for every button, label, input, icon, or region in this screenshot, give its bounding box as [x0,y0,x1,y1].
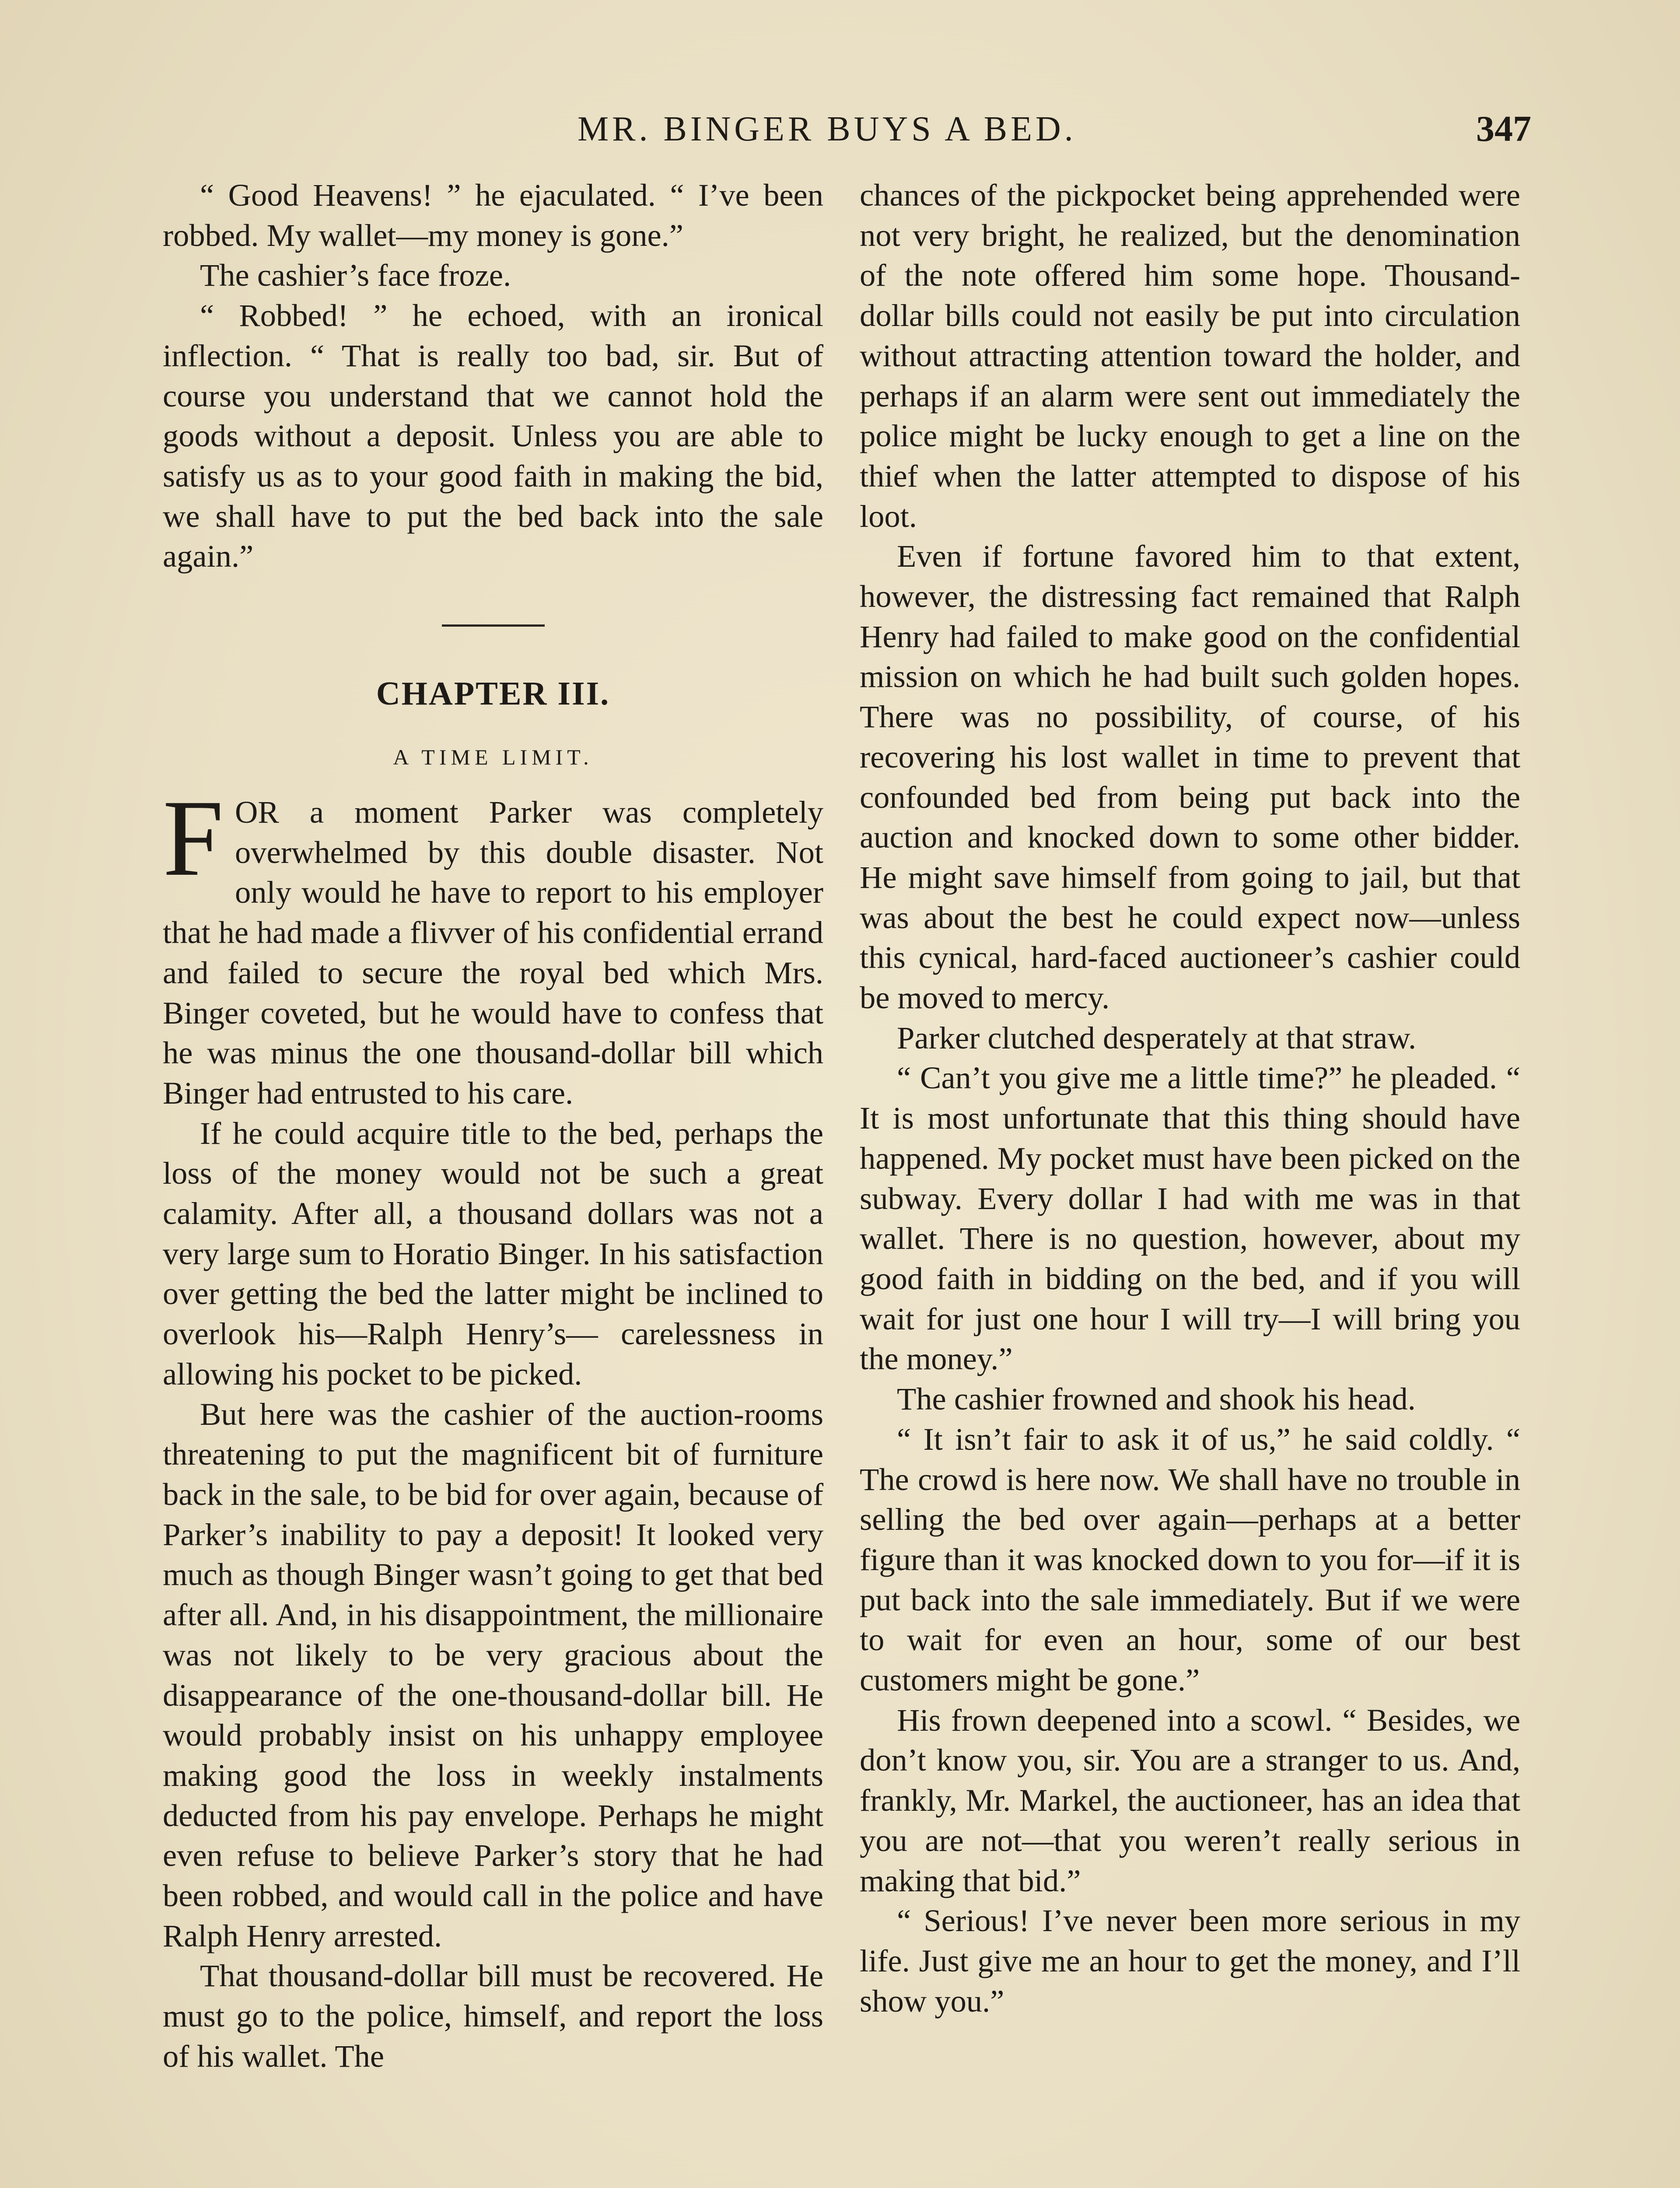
opening-paragraph [163,778,823,1113]
page-number: 347 [1476,109,1531,149]
running-head [158,103,1531,155]
paragraph: If he could acquire title to the bed, perhaps the loss of the money would not be such a great calamity. After all, a thousand dollars was not a very large sum to Horatio Binger. In his satisfaction over getting the bed the latter might be inclined to overlook his—Ralph Henry’s— carelessness in allowing his pocket to be picked. [163,1115,823,1392]
paragraph: “ Good Heavens! ” he ejaculated. “ I’ve been robbed. My wallet—my money is gone.” [163,177,823,253]
paragraph: His frown deepened into a scowl. “ Besides, we don’t know you, sir. You are a stranger to us. And, frankly, Mr. Markel, the auctioneer, has an idea that you are not—that you weren’t really serious in making that bid.” [860,1702,1520,1898]
paragraph: Parker clutched desperately at that straw. [897,1020,1417,1055]
section-divider [442,624,545,627]
paragraph: “ Serious! I’ve never been more serious in my life. Just give me an hour to get the money, and I’ll show you.” [860,1903,1520,2019]
drop-cap: F [163,778,224,899]
chapter-subtitle: A TIME LIMIT. [393,745,593,770]
opening-paragraph-text: OR a moment Parker was completely overwhelmed by this double disaster. Not only would he have to report to his employer that he had made a flivver of his confidential errand and failed to secure the royal bed which Mrs. Binger coveted, but he would have to confess that he was minus the one thousand-dollar bill which Binger had entrusted to his care. [163,794,823,1111]
paragraph: The cashier’s face froze. [200,257,511,293]
running-title: MR. BINGER BUYS A BED. [578,110,1077,148]
right-column [860,175,1520,2021]
left-column [163,175,823,2076]
paragraph: “ Can’t you give me a little time?” he pleaded. “ It is most unfortunate that this thing should have happened. My pocket must have been picked on the subway. Every dollar I had with me was in that wallet. There is no question, however, about my good faith in bidding on the bed, and if you will wait for just one hour I will try—I will bring you the money.” [860,1060,1520,1377]
paragraph: “ It isn’t fair to ask it of us,” he said coldly. “ The crowd is here now. We shall have no trouble in selling the bed over again—perhaps at a better figure than it was knocked down to you for—if it is put back into the sale immediately. But if we were to wait for even an hour, some of our best customers might be gone.” [860,1421,1520,1698]
paragraph: Even if fortune favored him to that extent, however, the distressing fact remained that Ralph Henry had failed to make good on the confidential mission on which he had built such golden hopes. There was no possibility, of course, of his recovering his lost wallet in time to prevent that confounded bed from being put back into the auction and knocked down to some other bidder. He might save himself from going to jail, but that was about the best he could expect now—unless this cynical, hard-faced auctioneer’s cashier could be moved to mercy. [860,538,1520,1016]
paragraph: That thousand-dollar bill must be recovered. He must go to the police, himself, and report the loss of his wallet. The [163,1958,823,2074]
paragraph: But here was the cashier of the auction-rooms threatening to put the magnificent bit of furniture back in the sale, to be bid for over again, because of Parker’s inability to pay a deposit! It looked very much as though Binger wasn’t going to get that bed after all. And, in his disappointment, the millionaire was not likely to be very gracious about the disappearance of the one-thousand-dollar bill. He would probably insist on his unhappy employee making good the loss in weekly instalments deducted from his pay envelope. Perhaps he might even refuse to believe Parker’s story that he had been robbed, and would call in the police and have Ralph Henry arrested. [163,1396,823,1953]
paragraph-continued: chances of the pickpocket being apprehended were not very bright, he realized, but the denomination of the note offered him some hope. Thousand-dollar bills could not easily be put into circulation without attracting attention toward the holder, and perhaps if an alarm were sent out immediately the police might be lucky enough to get a line on the thief when the latter attempted to dispose of his loot. [860,177,1520,534]
paragraph: “ Robbed! ” he echoed, with an ironical inflection. “ That is really too bad, sir. But of course you understand that we cannot hold the goods without a deposit. Unless you are able to satisfy us as to your good faith in making the bid, we shall have to put the bed back into the sale again.” [163,298,823,574]
paragraph: The cashier frowned and shook his head. [897,1381,1416,1417]
chapter-title: CHAPTER III. [376,675,610,712]
